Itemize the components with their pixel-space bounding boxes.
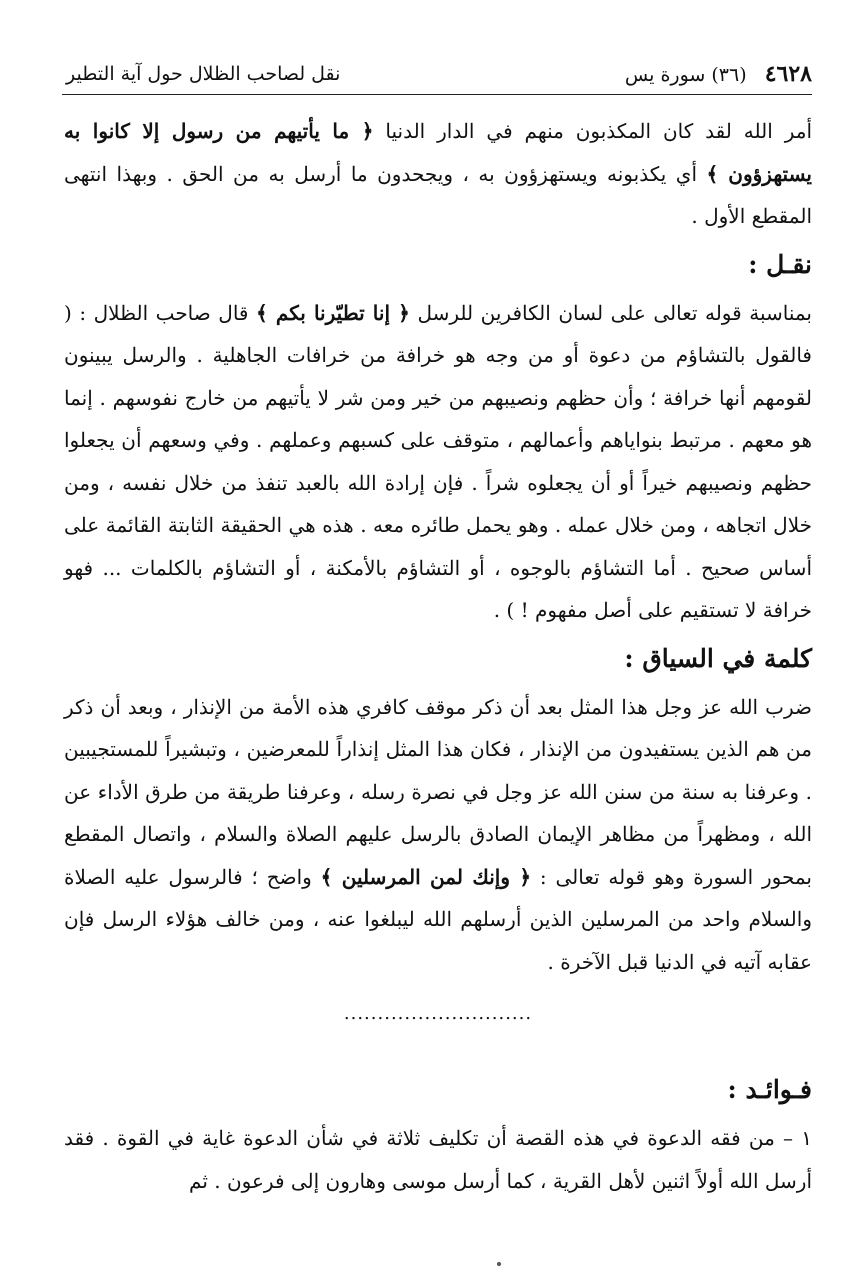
section-separator: ............................	[343, 1003, 533, 1024]
kalima-text-2: واضح ؛ فالرسول عليه الصلاة والسلام واحد من المرسلين الذين أرسلهم الله ليبلغوا عنه ، ومن خالف هؤلاء الرسل فإن عقابه آتيه في الدنيا قبل الآخرة .	[64, 864, 812, 974]
section-heading-naql: نقـل :	[748, 249, 812, 279]
intro-text-1: أمر الله لقد كان المكذبون منهم في الدار الدنيا	[385, 119, 812, 143]
running-title: نقل لصاحب الظلال حول آية التطير	[66, 63, 341, 85]
surah-name: (٣٦) سورة يس	[624, 64, 747, 86]
naql-paragraph	[64, 292, 812, 632]
kalima-paragraph	[64, 686, 812, 984]
quran-quote: ﴿ ما يأتيهم من رسول إلا كانوا به يستهزؤون ﴾	[64, 119, 812, 186]
section-heading-fawaid: فـوائـد :	[727, 1075, 812, 1104]
quran-quote: ﴿ إنا تطيّرنا بكم ﴾	[256, 300, 410, 325]
fawaid-item-1: ١ – من فقه الدعوة في هذه القصة أن تكليف ثلاثة في شأن الدعوة غاية في القوة . فقد أرسل الله أولاً اثنين لأهل القرية ، كما أرسل موسى وهارون إلى فرعون . ثم	[64, 1126, 812, 1193]
page-body	[64, 110, 812, 1202]
section-heading-kalima: كلمة في السياق :	[624, 643, 812, 673]
naql-text-2: قال صاحب الظلال : ( فالقول بالتشاؤم من دعوة أو من وجه هو خرافة من خرافات الجاهلية . والرسل يبينون لقومهم أنها خرافة ؛ وأن حظهم ونصيبهم من خير ومن شر لا يأتيهم من خارج نفوسهم . إنما هو معهم . مرتبط بنواياهم وأعمالهم ، متوقف على كسبهم وعملهم . وفي وسعهم أن يجعلوا حظهم ونصيبهم خيراً أو أن يجعلوه شراً . فإن إرادة الله بالعبد تنفذ من خلال نفسه ، ومن خلال اتجاهه ، ومن خلال عمله . وهو يحمل طائره معه . هذه هي الحقيقة الثابتة القائمة على أساس صحيح . أما التشاؤم بالوجوه ، أو التشاؤم بالأمكنة ، أو التشاؤم بالكلمات ... فهو خرافة لا تستقيم على أصل مفهوم ! ) .	[64, 300, 812, 622]
intro-paragraph	[64, 110, 812, 238]
page-info	[625, 54, 812, 95]
page-number: ٤٦٢٨	[764, 61, 812, 87]
intro-text-2: أي يكذبونه ويستهزؤون به ، ويجحدون ما أرسل به من الحق . وبهذا انتهى المقطع الأول .	[64, 161, 812, 228]
page-dot-mark	[497, 1262, 501, 1266]
kalima-text-1: ضرب الله عز وجل هذا المثل بعد أن ذكر موقف كافري هذه الأمة من الإنذار ، وبعد أن ذكر من هم الذين يستفيدون من الإنذار ، فكان هذا المثل إنذاراً للمعرضين ، وتبشيراً للمستجيبين . وعرفنا به سنة من سنن الله عز وجل في نصرة رسله ، وعرفنا طريقة من طرق الأداء عن الله ، ومظهراً من مظاهر الإيمان الصادق بالرسل عليهم الصلاة والسلام ، واتصال المقطع بمحور السورة وهو قوله تعالى :	[64, 694, 812, 889]
running-header	[62, 54, 812, 95]
naql-text-1: بمناسبة قوله تعالى على لسان الكافرين للرسل	[417, 300, 812, 325]
quran-quote: ﴿ وإنك لمن المرسلين ﴾	[320, 864, 532, 889]
